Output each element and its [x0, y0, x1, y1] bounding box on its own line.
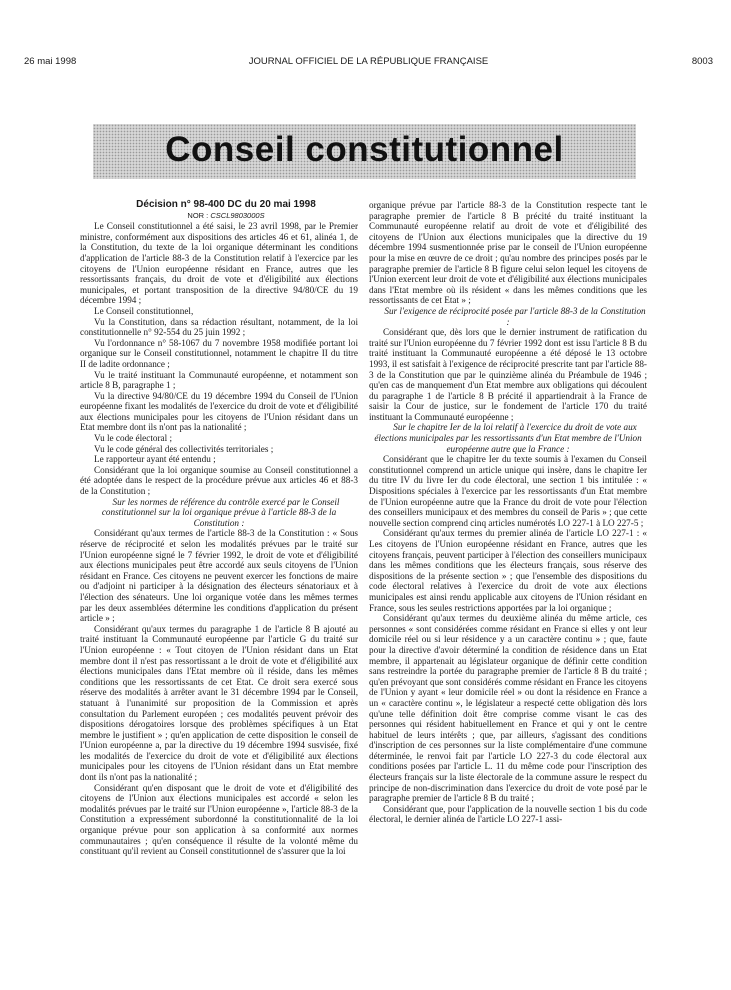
paragraph: Considérant qu'aux termes de l'article 88-3 de la Constitution : « Sous réserve de réciprocité et selon les modalités prévues par le traité sur l'Union européenne signé le 7 février 1992, le droit de vote et d'éligibilité aux élections municipales peut être accordé aux seuls citoyens de l'Union résidant en France. Ces citoyens ne peuvent exercer les fonctions de maire ou d'adjoint ni participer à la désignation des électeurs sénatoriaux et à l'élection des sénateurs. Une loi organique votée dans les mêmes termes par les deux assemblées détermine les conditions d'application du présent article » ; — [80, 528, 358, 624]
paragraph: Considérant que, dès lors que le dernier instrument de ratification du traité sur l'Union européenne du 7 février 1992 dont est issu l'article 8 B du traité instituant la Communauté européenne a été déposé le 13 octobre 1993, il est satisfait à l'exigence de réciprocité prescrite tant par l'article 88-3 de la Constitution que par le quinzième alinéa du Préambule de 1946 ; qu'en cas de manquement d'un Etat membre aux obligations qui découlent du paragraphe 1 de l'article 8 B précité il appartiendrait à la France de saisir la Cour de justice, sur le fondement de l'article 170 du traité instituant la Communauté européenne ; — [369, 327, 647, 422]
paragraph: Vu l'ordonnance n° 58-1067 du 7 novembre 1958 modifiée portant loi organique sur le Conseil constitutionnel, notamment le chapitre II du titre II de ladite ordonnance ; — [80, 337, 358, 369]
section-heading: Sur le chapitre Ier de la loi relatif à l'exercice du droit de vote aux élections municipales par les ressortissants d'un Etat membre de l'Union européenne autre que la France : — [374, 422, 642, 454]
paragraph: Considérant que la loi organique soumise au Conseil constitutionnel a été adoptée dans le respect de la procédure prévue aux articles 46 et 88-3 de la Constitution ; — [80, 464, 358, 497]
paragraph: organique prévue par l'article 88-3 de la Constitution respecte tant le paragraphe premier de l'article 8 B précité du traité instituant la Communauté européenne relatif au droit de vote et d'éligibilité des citoyens de l'Union aux élections municipales que la directive du 19 décembre 1994 susmentionnée prise par le conseil de l'Union européenne pour la mise en œuvre de ce droit ; qu'au nombre des principes posés par le paragraphe premier de l'article 8 B figure celui selon lequel les citoyens de l'Union exercent leur droit de vote et d'éligibilité aux élections municipales dans l'Etat membre où ils résident « dans les mêmes conditions que les ressortissants de cet Etat » ; — [369, 200, 647, 306]
nor-reference — [80, 211, 358, 222]
paragraph: Vu la Constitution, dans sa rédaction résultant, notamment, de la loi constitutionnelle n° 92-554 du 25 juin 1992 ; — [80, 316, 358, 338]
paragraph: Considérant que, pour l'application de la nouvelle section 1 bis du code électoral, le dernier alinéa de l'article LO 227-1 assi- — [369, 803, 647, 825]
right-column — [369, 200, 647, 825]
paragraph: Le rapporteur ayant été entendu ; — [94, 454, 216, 465]
section-heading: Sur les normes de référence du contrôle exercé par le Conseil constitutionnel sur la loi organique prévue à l'article 88-3 de la Constitution : — [101, 496, 340, 528]
paragraph: Considérant qu'en disposant que le droit de vote et d'éligibilité des citoyens de l'Union aux élections municipales est accordé « selon les modalités prévues par le traité sur l'Union européenne », l'article 88-3 de la Constitution a expressément subordonné la constitutionnalité de la loi organique prévue pour son application à sa conformité aux normes communautaires ; qu'en conséquence il résulte de la volonté même du constituant qu'il revient au Conseil constitutionnel de s'assurer que la loi — [80, 782, 358, 857]
paragraph: Considérant qu'aux termes du deuxième alinéa du même article, ces personnes « sont considérées comme résidant en France si elles y ont leur domicile réel ou si leur résidence y a un caractère continu » ; que, faute pour la directive d'avoir déterminé la condition de résidence dans un Etat membre, il appartenait au législateur organique de définir cette condition sans restreindre la portée du paragraphe premier de l'article 8 B du traité ; qu'en prévoyant que sont considérés comme résidant en France les citoyens de l'Union y ayant « leur domicile réel » ou dont la résidence en France a un « caractère continu », le législateur a respecté cette obligation dès lors qu'une telle définition doit être comprise comme visant le cas des personnes qui résident habituellement en France et qui y ont le centre habituel de leurs intérêts ; que, par ailleurs, s'agissant des conditions d'inscription de ces personnes sur la liste complémentaire d'une commune déterminée, le renvoi fait par l'article LO 227-3 du code électoral aux conditions posées par l'article L. 11 du même code pour l'inscription des électeurs français sur la liste électorale de la commune assure le respect du principe de non-discrimination dans l'exercice du droit de vote posé par le paragraphe premier de l'article 8 B du traité ; — [369, 613, 647, 804]
paragraph: Considérant qu'aux termes du paragraphe 1 de l'article 8 B ajouté au traité instituant la Communauté européenne par l'article G du traité sur l'Union européenne : « Tout citoyen de l'Union résidant dans un Etat membre dont il n'est pas ressortissant a le droit de vote et d'éligibilité aux élections municipales dans l'Etat membre où il réside, dans les mêmes conditions que les ressortissants de cet Etat. Ce droit sera exercé sous réserve des modalités à arrêter avant le 31 décembre 1994 par le Conseil, statuant à l'unanimité sur proposition de la Commission et après consultation du Parlement européen ; ces modalités peuvent prévoir des dispositions dérogatoires lorsque des problèmes spécifiques à un Etat membre le justifient » ; qu'en application de cette disposition le conseil de l'Union européenne a, par la directive du 19 décembre 1994 susvisée, fixé les modalités de l'exercice du droit de vote et d'éligibilité aux élections municipales pour les citoyens de l'Union résidant dans un Etat membre dont ils n'ont pas la nationalité ; — [80, 623, 358, 783]
paragraph: Le Conseil constitutionnel, — [94, 305, 194, 316]
nor-code: CSCL9803000S — [210, 210, 265, 220]
header-date: 26 mai 1998 — [24, 56, 77, 67]
paragraph: Le Conseil constitutionnel a été saisi, le 23 avril 1998, par le Premier ministre, conformément aux dispositions des articles 46 et 61, alinéa 1, de la Constitution, du texte de la loi organique déterminant les conditions d'application de l'article 88-3 de la Constitution relatif à l'exercice par les citoyens de l'Union européenne résidant en France, autres que les ressortissants français, du droit de vote et d'éligibilité aux élections municipales, et portant transposition de la directive 94/80/CE du 19 décembre 1994 ; — [80, 221, 358, 306]
paragraph: Vu le code général des collectivités territoriales ; — [94, 443, 274, 454]
left-column — [80, 200, 358, 857]
paragraph: Considérant que le chapitre Ier du texte soumis à l'examen du Conseil constitutionnel comprend un article unique qui insère, dans le chapitre Ier du titre IV du livre Ier du code électoral, une section 1 bis intitulée : « Dispositions spéciales à l'exercice par les ressortissants d'un Etat membre de l'Union européenne autre que la France du droit de vote pour l'élection des conseillers municipaux et des membres du conseil de Paris » ; que cette nouvelle section comprend cinq articles numérotés LO 227-1 à LO 227-5 ; — [369, 454, 647, 528]
section-heading: Sur l'exigence de réciprocité posée par l'article 88-3 de la Constitution : — [384, 305, 646, 327]
page-header — [24, 56, 713, 72]
paragraph: Vu le code électoral ; — [94, 433, 173, 444]
banner-title: Conseil constitutionnel — [165, 130, 564, 169]
journal-title: JOURNAL OFFICIEL DE LA RÉPUBLIQUE FRANÇAISE — [248, 56, 489, 67]
paragraph: Vu la directive 94/80/CE du 19 décembre 1994 du Conseil de l'Union européenne fixant les modalités de l'exercice du droit de vote et d'éligibilité aux élections municipales pour les citoyens de l'Union résidant dans un Etat membre dont ils n'ont pas la nationalité ; — [80, 390, 358, 433]
nor-label: NOR : — [187, 210, 209, 220]
page-number: 8003 — [691, 56, 713, 67]
decision-title: Décision n° 98-400 DC du 20 mai 1998 — [136, 199, 316, 210]
paragraph: Considérant qu'aux termes du premier alinéa de l'article LO 227-1 : « Les citoyens de l'Union européenne résidant en France, autres que les citoyens français, peuvent participer à l'élection des conseillers municipaux dans les mêmes conditions que les électeurs français, sous réserve des dispositions de la présente section » ; que l'ensemble des dispositions du code électoral relatives à l'exercice du droit de vote aux élections municipales est ainsi rendu applicable aux citoyens de l'Union résidant en France, sous les seules restrictions apportées par la loi organique ; — [369, 528, 647, 613]
paragraph: Vu le traité instituant la Communauté européenne, et notamment son article 8 B, paragraphe 1 ; — [80, 369, 358, 391]
